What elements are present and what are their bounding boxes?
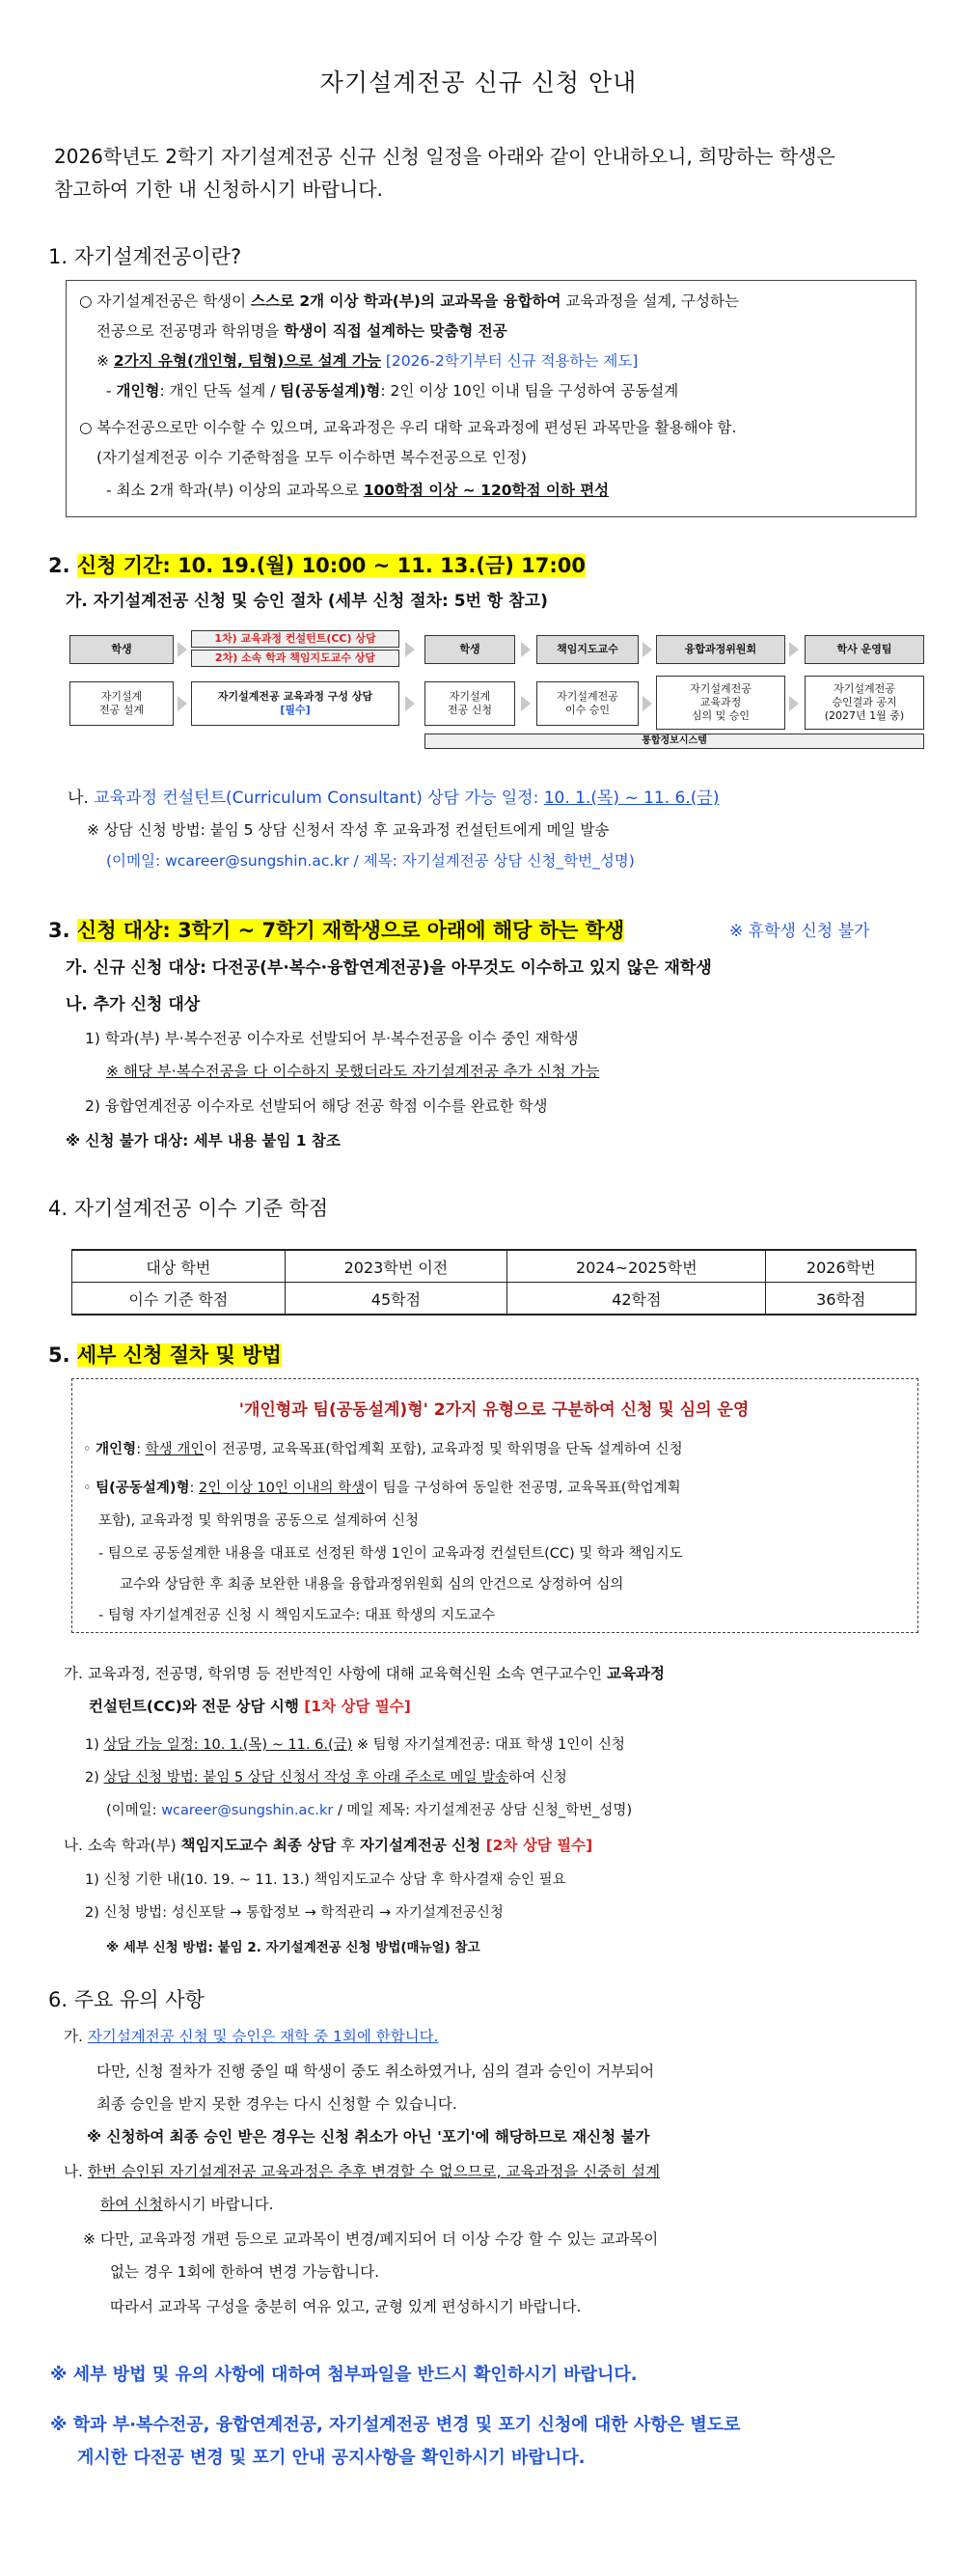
type-team-5: - 팀형 자기설계전공 신청 시 책임지도교수: 대표 학생의 지도교수 [98,1608,496,1623]
footer-note-2: ※ 학과 부·복수전공, 융합연계전공, 자기설계전공 변경 및 포기 신청에 대한 사항은 별도로 [50,2415,741,2435]
section-3-heading: 3. 신청 대상: 3학기 ~ 7학기 재학생으로 아래에 해당 하는 학생 [48,919,625,942]
step-na-deadline: 1) 신청 기한 내(10. 19. ~ 11. 13.) 책임지도교수 상담 후 학사결재 승인 필요 [85,1872,566,1888]
table-cell: 42학점 [507,1283,766,1316]
table-row [72,1283,916,1316]
flow-committee-review: 자기설계전공 교육과정 심의 및 승인 [656,676,785,730]
flow-result-notice: 자기설계전공 승인결과 공지 (2027년 1월 중) [805,676,924,730]
note-ga-line-4: ※ 신청하여 최종 승인 받은 경우는 신청 취소가 아닌 '포기'에 해당하므로 재신청 불가 [87,2128,650,2146]
section-6-heading: 6. 주요 유의 사항 [48,1988,205,2011]
procedure-heading: 가. 자기설계전공 신청 및 승인 절차 (세부 신청 절차: 5번 항 참고) [66,592,548,611]
table-cell: 36학점 [766,1283,916,1316]
flow-arrow [643,696,652,711]
flow-arrow [178,696,187,711]
section-5-heading: 5. 세부 신청 절차 및 방법 [48,1343,282,1367]
note-ga-line-3: 최종 승인을 받지 못한 경우는 다시 신청할 수 있습니다. [96,2095,457,2113]
table-cell: 45학점 [285,1283,507,1316]
type-team: ◦ 팀(공동설계)형: 2인 이상 10인 이내의 학생이 팀을 구성하여 동일한 전공명, 교육목표(학업계획 [83,1481,681,1496]
flow-advisor-approve: 자기설계전공 이수 승인 [536,681,639,726]
flow-arrow [405,696,415,711]
flow-arrow [789,696,799,711]
flow-committee-header: 융합과정위원회 [656,635,785,664]
type-box-title: '개인형과 팀(공동설계)형' 2가지 유형으로 구분하여 신청 및 심의 운영 [238,1400,750,1420]
table-header: 2023학번 이전 [285,1250,507,1283]
type-team-3: - 팀으로 공동설계한 내용을 대표로 선정된 학생 1인이 교육과정 컨설턴트(CC) 및 학과 책임지도 [98,1546,683,1562]
flow-cc-second: 2차) 소속 학과 책임지도교수 상담 [191,650,399,667]
additional-target-1-note: ※ 해당 부·복수전공을 다 이수하지 못했더라도 자기설계전공 추가 신청 가능 [106,1063,600,1080]
section-4-heading: 4. 자기설계전공 이수 기준 학점 [48,1197,329,1220]
note-na-line-2: 하여 신청하시기 바랍니다. [100,2196,274,2213]
flow-student-header: 학생 [69,635,174,664]
note-na-line-3: ※ 다만, 교육과정 개편 등으로 교과목이 변경/폐지되어 더 이상 수강 할 수 있는 교과목이 [83,2230,659,2248]
flow-arrow [789,642,799,657]
table-header: 2026학번 [766,1250,916,1283]
step-na-method: 2) 신청 방법: 성신포탈 → 통합정보 → 학적관리 → 자기설계전공신청 [85,1905,504,1921]
def-line-2: 전공으로 전공명과 학위명을 학생이 직접 설계하는 맞춤형 전공 [96,322,507,340]
flow-student-header-2: 학생 [424,635,515,664]
table-header: 2024~2025학번 [507,1250,766,1283]
leave-note: ※ 휴학생 신청 불가 [729,922,870,941]
step-ga-email: (이메일: wcareer@sungshin.ac.kr / 메일 제목: 자기설계전공 상담 신청_학번_성명) [106,1803,633,1818]
cc-consult-method: ※ 상담 신청 방법: 붙임 5 상담 신청서 작성 후 교육과정 컨설턴트에게 메일 발송 [87,821,610,839]
def-line-6: (자기설계전공 이수 기준학점을 모두 이수하면 복수전공으로 인정) [96,449,527,466]
def-line-4: - 개인형: 개인 단독 설계 / 팀(공동설계)형: 2인 이상 10인 이내 팀을 구성하여 공동설계 [106,382,679,400]
footer-note-1: ※ 세부 방법 및 유의 사항에 대하여 첨부파일을 반드시 확인하시기 바랍니다. [50,2365,638,2385]
flow-student-apply: 자기설계 전공 신청 [424,681,515,726]
excluded-target: ※ 신청 불가 대상: 세부 내용 붙임 1 참조 [66,1132,341,1150]
step-ga-line-1: 가. 교육과정, 전공명, 학위명 등 전반적인 사항에 대해 교육혁신원 소속 연구교수인 교육과정 [64,1665,665,1682]
step-ga-method: 2) 상담 신청 방법: 붙임 5 상담 신청서 작성 후 아래 주소로 메일 발송하여 신청 [85,1770,567,1786]
step-ga-schedule: 1) 상담 가능 일정: 10. 1.(목) ~ 11. 6.(금) ※ 팀형 자기설계전공: 대표 학생 1인이 신청 [85,1737,625,1753]
def-line-3: ※ 2가지 유형(개인형, 팀형)으로 설계 가능 [2026-2학기부터 신규 적용하는 제도] [96,352,639,370]
intro-line-2: 참고하여 기한 내 신청하시기 바랍니다. [54,178,383,201]
note-na-line-5: 따라서 교과목 구성을 충분히 여유 있고, 균형 있게 편성하시기 바랍니다. [110,2298,582,2315]
credit-table [71,1249,916,1316]
flow-arrow [521,642,531,657]
new-target: 가. 신규 신청 대상: 다전공(부·복수·융합연계전공)을 아무것도 이수하고 있지 않은 재학생 [66,958,712,978]
footer-note-3: 게시한 다전공 변경 및 포기 안내 공지사항을 확인하시기 바랍니다. [77,2448,586,2468]
flow-advisor-header: 책임지도교수 [536,635,639,664]
note-na-line-1: 나. 한번 승인된 자기설계전공 교육과정은 추후 변경할 수 없으므로, 교육과정을 신중히 설계 [64,2163,661,2180]
flow-cc-first: 1차) 교육과정 컨설턴트(CC) 상담 [191,630,399,648]
additional-target-2: 2) 융합연계전공 이수자로 선발되어 해당 전공 학점 이수를 완료한 학생 [85,1097,548,1115]
flow-integrated-system: 통합정보시스템 [424,734,924,749]
type-team-4: 교수와 상담한 후 최종 보완한 내용을 융합과정위원회 심의 안건으로 상정하여 심의 [120,1577,624,1593]
flow-arrow [643,642,652,657]
flow-student-design: 자기설계 전공 설계 [69,681,174,726]
def-line-7: - 최소 2개 학과(부) 이상의 교과목으로 100학점 이상 ~ 120학점 이하 편성 [106,482,610,499]
note-na-line-4: 없는 경우 1회에 한하여 변경 가능합니다. [110,2263,379,2281]
step-ga-line-2: 컨설턴트(CC)와 전문 상담 시행 [1차 상담 필수] [89,1698,411,1715]
section-2-heading: 2. 신청 기간: 10. 19.(월) 10:00 ~ 11. 13.(금) 17:00 [48,554,586,577]
def-line-5: ○ 복수전공으로만 이수할 수 있으며, 교육과정은 우리 대학 교육과정에 편성된 과목만을 활용해야 함. [79,419,737,436]
flow-curriculum-consult: 자기설계전공 교육과정 구성 상담 [필수] [191,681,399,726]
note-ga-line-2: 다만, 신청 절차가 진행 중일 때 학생이 중도 취소하였거나, 심의 결과 승인이 거부되어 [96,2063,655,2080]
note-ga-line-1: 가. 자기설계전공 신청 및 승인은 재학 중 1회에 한합니다. [64,2028,439,2045]
additional-target: 나. 추가 신청 대상 [66,995,201,1014]
def-line-1: ○ 자기설계전공은 학생이 스스로 2개 이상 학과(부)의 교과목을 융합하여 교육과정을 설계, 구성하는 [79,292,739,310]
page-title: 자기설계전공 신규 신청 안내 [319,69,638,97]
cc-consult-period: 나. 교육과정 컨설턴트(Curriculum Consultant) 상담 가능 일정: 10. 1.(목) ~ 11. 6.(금) [68,789,720,808]
flow-academic-team-header: 학사 운영팀 [805,635,924,664]
cc-consult-email: (이메일: wcareer@sungshin.ac.kr / 제목: 자기설계전공 상담 신청_학번_성명) [106,852,635,870]
additional-target-1: 1) 학과(부) 부·복수전공 이수자로 선발되어 부·복수전공을 이수 중인 재학생 [85,1030,579,1047]
intro-line-1: 2026학년도 2학기 자기설계전공 신규 신청 일정을 아래와 같이 안내하오니, 희망하는 학생은 [54,145,835,168]
flow-arrow [521,696,531,711]
table-row [72,1250,916,1283]
step-na-line-1: 나. 소속 학과(부) 책임지도교수 최종 상담 후 자기설계전공 신청 [2차 상담 필수] [64,1837,593,1854]
type-individual: ◦ 개인형: 학생 개인이 전공명, 교육목표(학업계획 포함), 교육과정 및 학위명을 단독 설계하여 신청 [83,1442,683,1457]
table-cell: 이수 기준 학점 [72,1283,286,1316]
table-header: 대상 학번 [72,1250,286,1283]
flow-arrow [405,642,415,657]
section-1-heading: 1. 자기설계전공이란? [48,245,242,268]
flow-arrow [178,642,187,657]
type-team-2: 포함), 교육과정 및 학위명을 공동으로 설계하여 신청 [98,1513,420,1529]
step-na-manual: ※ 세부 신청 방법: 붙임 2. 자기설계전공 신청 방법(매뉴얼) 참고 [106,1940,480,1955]
